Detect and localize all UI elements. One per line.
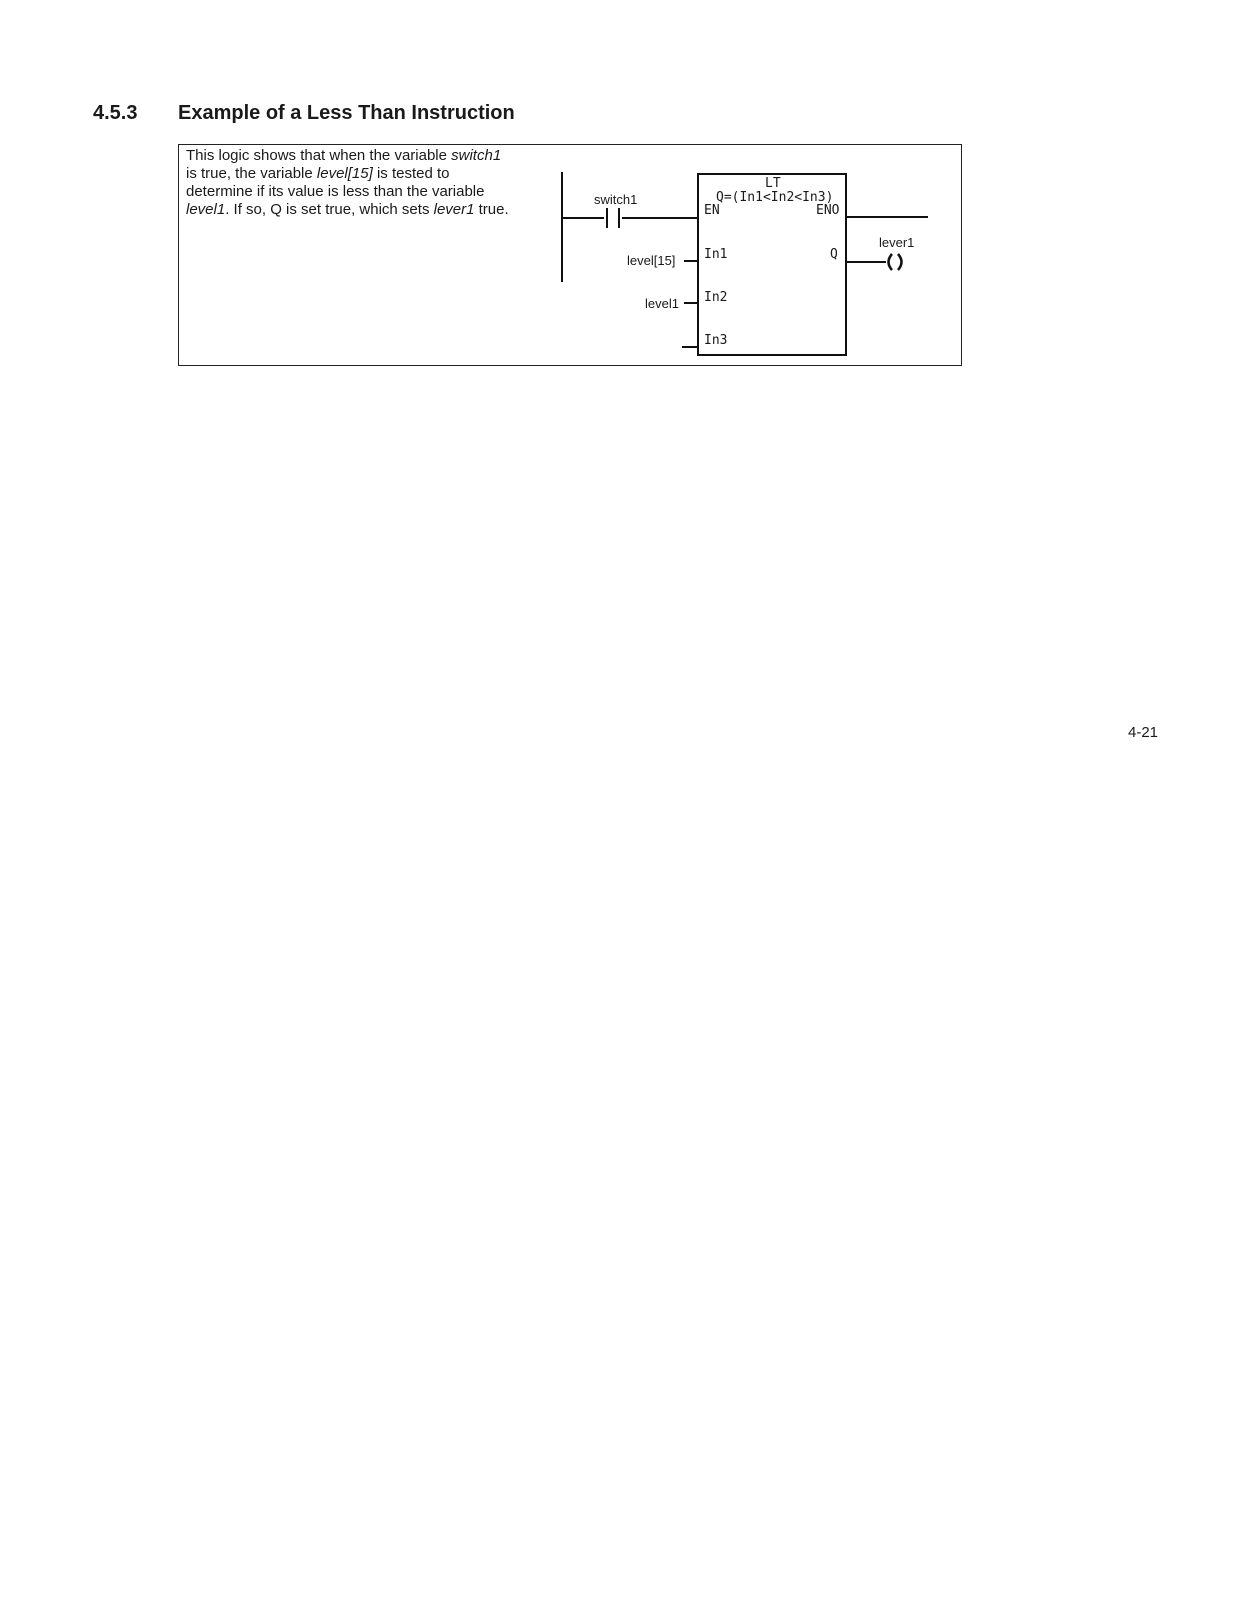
contact-symbol [607, 208, 619, 228]
description-text: . If so, Q is set true, which sets [225, 201, 434, 218]
page-number: 4-21 [1128, 724, 1159, 741]
ladder-diagram [540, 150, 940, 362]
in1-variable-label: level[15] [627, 253, 676, 268]
description-line-3: determine if its value is less than the variable [186, 183, 485, 200]
q-pin-label: Q [830, 247, 838, 262]
description-text: is tested to [372, 165, 450, 182]
description-line-2 [186, 165, 531, 183]
description-text: true. [474, 201, 509, 218]
block-name: LT [765, 176, 781, 191]
in2-variable-label: level1 [645, 296, 679, 311]
description-line-4 [186, 201, 531, 219]
description-line-1 [186, 147, 531, 165]
contact-label: switch1 [594, 192, 638, 207]
coil-label: lever1 [879, 235, 915, 250]
variable-lever1: lever1 [433, 201, 475, 218]
in3-pin-label: In3 [704, 333, 728, 348]
description-text: is true, the variable [186, 165, 317, 182]
in2-pin-label: In2 [704, 290, 728, 305]
coil-symbol [889, 254, 902, 270]
en-pin-label: EN [704, 203, 720, 218]
variable-level1: level1 [186, 201, 226, 218]
variable-switch1: switch1 [451, 147, 502, 164]
in1-pin-label: In1 [704, 247, 728, 262]
section-title: Example of a Less Than Instruction [178, 102, 515, 124]
example-description [186, 147, 531, 219]
block-formula: Q=(In1<In2<In3) [716, 190, 834, 205]
eno-pin-label: ENO [816, 203, 840, 218]
variable-level15: level[15] [316, 165, 373, 182]
description-text: This logic shows that when the variable [186, 147, 452, 164]
section-number: 4.5.3 [93, 102, 138, 124]
